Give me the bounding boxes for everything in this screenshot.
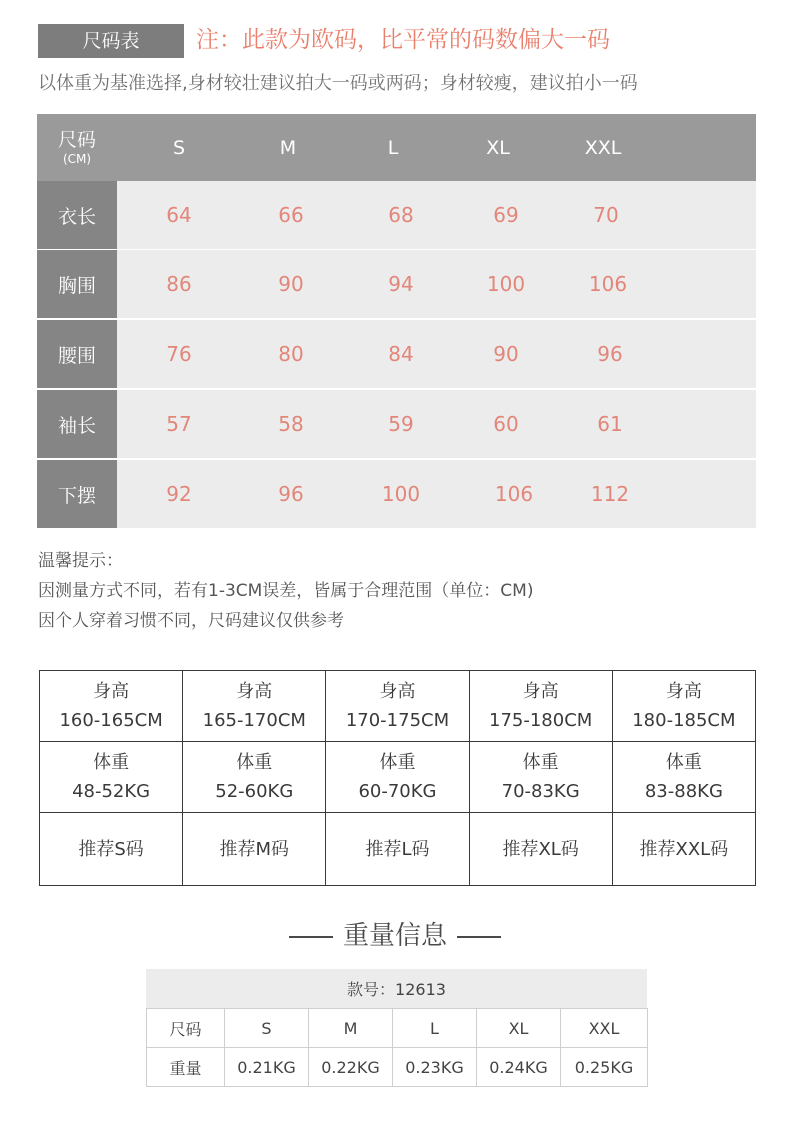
- table-cell: 100: [381, 482, 421, 506]
- weight-info-heading: [0, 914, 790, 958]
- weight-info-title: 重量信息: [342, 921, 447, 951]
- tips-line-1: 因测量方式不同，若有1-3CM误差，皆属于合理范围（单位：CM): [38, 581, 534, 601]
- height-cell: 身高 160-165CM: [40, 671, 183, 742]
- table-cell: S: [225, 1009, 309, 1048]
- table-cell: 96: [597, 342, 623, 366]
- height-cell: 身高 165-170CM: [183, 671, 326, 742]
- size-header-xxl: XXL: [584, 136, 622, 159]
- table-row: [37, 460, 756, 528]
- recommend-xxl: 推荐XXL码: [612, 813, 755, 886]
- tips-title: 温馨提示：: [38, 551, 123, 571]
- tips-section: [38, 546, 533, 636]
- size-header-unit: (CM): [62, 151, 92, 166]
- table-cell: 64: [166, 203, 192, 227]
- table-cell: 100: [486, 272, 526, 296]
- row-label-length: 衣长: [37, 181, 117, 249]
- table-cell: 0.24KG: [477, 1048, 561, 1087]
- model-number: 款号：12613: [146, 969, 647, 1008]
- table-row: [37, 250, 756, 318]
- size-header-label: [37, 114, 117, 181]
- row-label-waist: 腰围: [37, 320, 117, 388]
- table-cell: 70: [593, 203, 619, 227]
- row-label-sleeve: 袖长: [37, 390, 117, 458]
- table-cell: 60: [493, 412, 519, 436]
- table-cell: 84: [388, 342, 414, 366]
- table-cell: 0.21KG: [225, 1048, 309, 1087]
- table-cell: 0.22KG: [309, 1048, 393, 1087]
- table-cell: 76: [166, 342, 192, 366]
- table-cell: 0.23KG: [393, 1048, 477, 1087]
- size-header-s: S: [172, 136, 186, 159]
- height-cell: 身高 180-185CM: [612, 671, 755, 742]
- table-cell: 66: [278, 203, 304, 227]
- size-header-l: L: [387, 136, 399, 159]
- size-label: 尺码: [147, 1009, 225, 1048]
- table-cell: 90: [493, 342, 519, 366]
- table-cell: 59: [388, 412, 414, 436]
- table-cell: 106: [494, 482, 534, 506]
- row-label-hem: 下摆: [37, 460, 117, 528]
- size-table: [37, 114, 756, 528]
- weight-row: [40, 742, 756, 813]
- weight-table: [146, 969, 647, 1086]
- table-cell: 58: [278, 412, 304, 436]
- table-cell: 106: [588, 272, 628, 296]
- size-table-header: [37, 114, 756, 181]
- table-cell: 96: [278, 482, 304, 506]
- weight-cell: 体重 83-88KG: [612, 742, 755, 813]
- divider: [457, 936, 501, 938]
- row-label-chest: 胸围: [37, 250, 117, 318]
- table-cell: L: [393, 1009, 477, 1048]
- table-cell: XL: [477, 1009, 561, 1048]
- height-cell: 身高 175-180CM: [469, 671, 612, 742]
- divider: [289, 936, 333, 938]
- weight-label: 重量: [147, 1048, 225, 1087]
- weight-table-size-row: [147, 1009, 648, 1048]
- table-cell: 92: [166, 482, 192, 506]
- table-row: [37, 181, 756, 249]
- recommend-m: 推荐M码: [183, 813, 326, 886]
- table-cell: M: [309, 1009, 393, 1048]
- sizing-note: 注：此款为欧码，比平常的码数偏大一码: [196, 27, 610, 53]
- size-header-xl: XL: [486, 136, 510, 159]
- tips-line-2: 因个人穿着习惯不同，尺码建议仅供参考: [38, 611, 344, 631]
- weight-table-weight-row: [147, 1048, 648, 1087]
- table-cell: 80: [278, 342, 304, 366]
- table-cell: 86: [166, 272, 192, 296]
- recommend-s: 推荐S码: [40, 813, 183, 886]
- recommend-xl: 推荐XL码: [469, 813, 612, 886]
- size-header-title: 尺码: [57, 128, 96, 151]
- weight-cell: 体重 60-70KG: [326, 742, 469, 813]
- table-cell: 0.25KG: [561, 1048, 648, 1087]
- table-cell: 94: [388, 272, 414, 296]
- recommendation-row: [40, 813, 756, 886]
- table-row: [37, 320, 756, 388]
- recommend-l: 推荐L码: [326, 813, 469, 886]
- table-cell: 112: [590, 482, 630, 506]
- table-cell: 61: [597, 412, 623, 436]
- weight-cell: 体重 70-83KG: [469, 742, 612, 813]
- table-cell: 68: [388, 203, 414, 227]
- height-cell: 身高 170-175CM: [326, 671, 469, 742]
- size-header-m: M: [279, 136, 297, 159]
- table-row: [37, 390, 756, 458]
- table-cell: XXL: [561, 1009, 648, 1048]
- table-cell: 57: [166, 412, 192, 436]
- sizing-advice: 以体重为基准选择,身材较壮建议拍大一码或两码；身材较瘦，建议拍小一码: [38, 73, 638, 94]
- table-cell: 69: [493, 203, 519, 227]
- size-header-cells: [117, 114, 756, 181]
- size-chart-tag: 尺码表: [38, 24, 184, 58]
- height-row: [40, 671, 756, 742]
- table-cell: 90: [278, 272, 304, 296]
- size-recommendation-table: [39, 670, 756, 886]
- weight-cell: 体重 52-60KG: [183, 742, 326, 813]
- weight-cell: 体重 48-52KG: [40, 742, 183, 813]
